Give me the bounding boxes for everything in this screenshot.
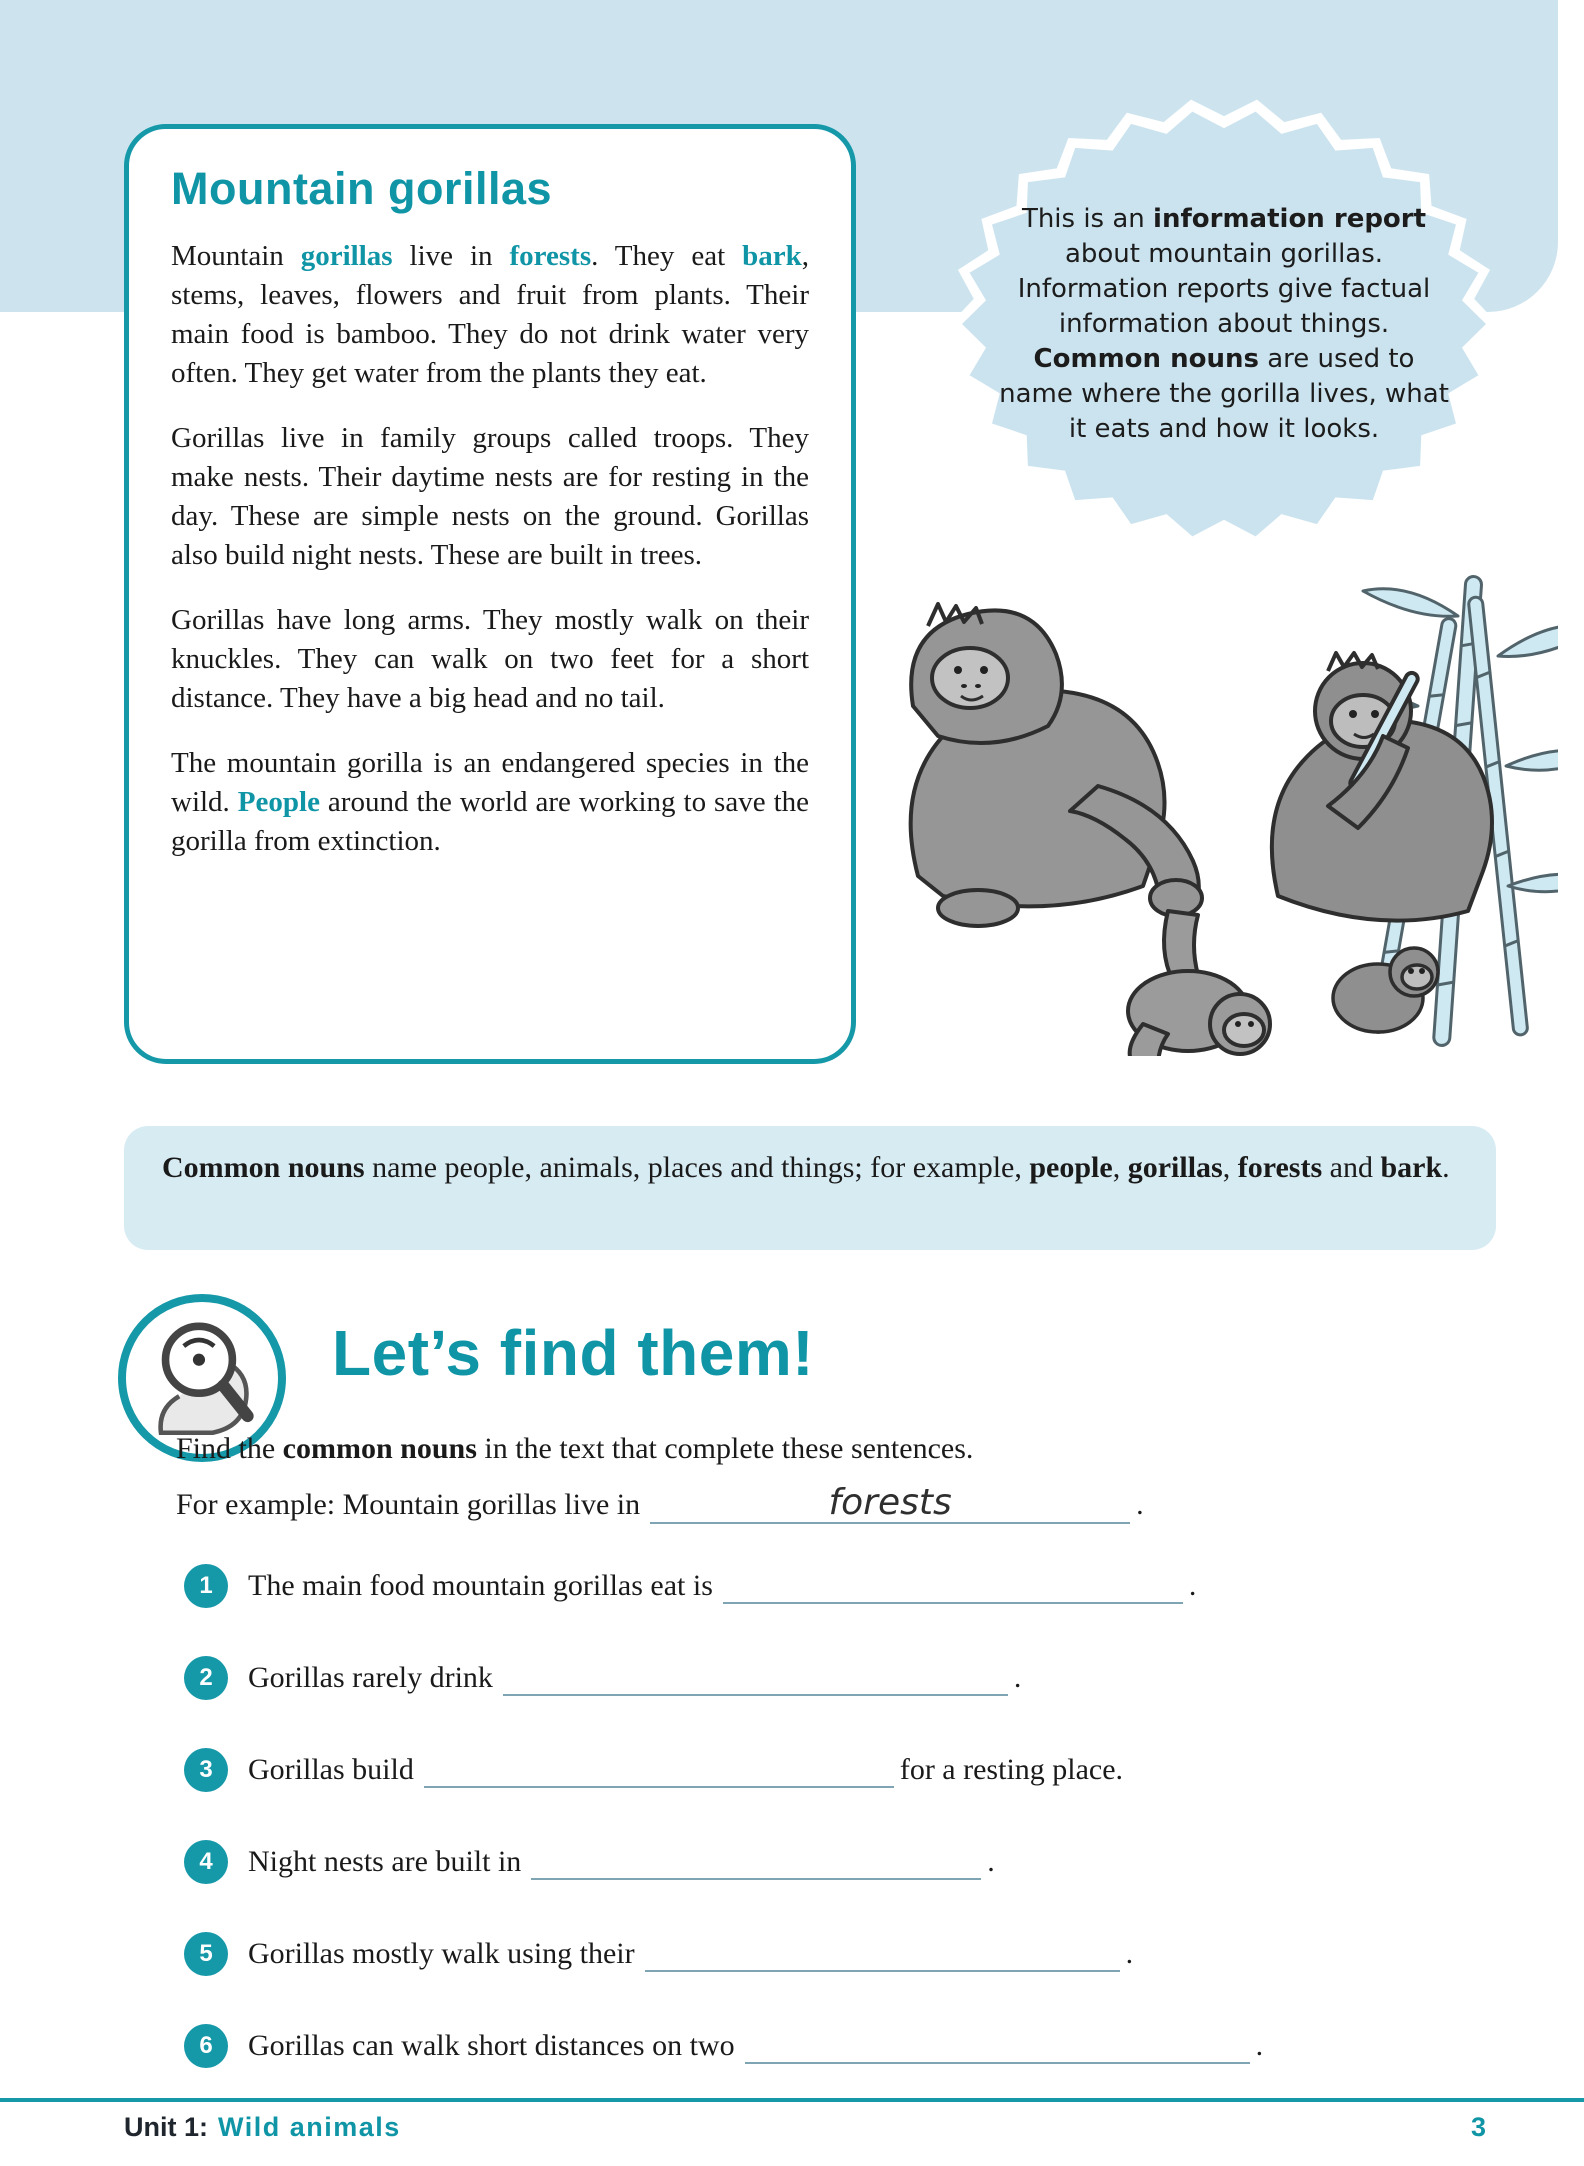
report-paragraph-4 (171, 744, 809, 861)
text-run: around the world are working to save the gorilla from extinction. (171, 786, 810, 857)
young-gorilla-hanging (1128, 911, 1270, 1056)
report-paragraph-2: Gorillas live in family groups called troops. They make nests. Their daytime nests are for resting in the day. These are simple nests on the ground. Gorillas also build night nests. These are built in trees. (171, 422, 809, 571)
question-text-after: . (1125, 1937, 1134, 1970)
answer-blank (503, 1661, 1008, 1696)
answer-blank (723, 1569, 1183, 1604)
question-text: Gorillas can walk short distances on two (248, 2029, 735, 2062)
text-run: . (1442, 1151, 1450, 1184)
report-title: Mountain gorillas (171, 163, 553, 214)
question-row (184, 1740, 1494, 1800)
keyword-people: People (237, 786, 320, 818)
question-row (184, 1648, 1494, 1708)
footer (124, 2112, 1486, 2143)
text-run: in the text that complete these sentences. (476, 1432, 974, 1465)
text-run: This is an (1021, 203, 1154, 234)
adult-gorilla-left (911, 604, 1202, 926)
question-number-badge: 2 (184, 1656, 228, 1700)
callout-example-forests: forests (1237, 1151, 1323, 1184)
text-run: The mountain gorilla is an endangered species in the wild. (171, 747, 809, 818)
activity-instructions (176, 1432, 973, 1466)
question-text: Gorillas build (248, 1753, 414, 1786)
callout-example-people: people (1029, 1151, 1113, 1184)
footer-unit-label (124, 2112, 401, 2143)
emphasis-common-nouns: common nouns (282, 1432, 477, 1465)
text-run: , (1222, 1151, 1238, 1184)
answer-blank (531, 1845, 981, 1880)
question-text: Night nests are built in (248, 1845, 522, 1878)
answer-blank (645, 1937, 1120, 1972)
question-text-after: . (1188, 1569, 1197, 1602)
report-box (124, 124, 856, 1064)
speech-bubble-text (996, 150, 1452, 498)
question-row (184, 2016, 1494, 2076)
text-run: , stems, leaves, flowers and fruit from plants. Their main food is bamboo. They do not drink water very often. They get water from the plants they eat. (171, 240, 809, 389)
emphasis-common-nouns: Common nouns (1033, 343, 1259, 374)
example-answer-line (650, 1482, 1130, 1524)
handwritten-answer: forests (828, 1482, 952, 1523)
question-text: The main food mountain gorillas eat is (248, 1569, 713, 1602)
example-sentence (176, 1482, 1144, 1524)
question-row (184, 1556, 1494, 1616)
text-run: name people, animals, places and things; for example, (364, 1151, 1030, 1184)
speech-bubble (948, 96, 1500, 552)
question-number-badge: 3 (184, 1748, 228, 1792)
text-run: and (1322, 1151, 1381, 1184)
question-number-badge: 5 (184, 1932, 228, 1976)
text-run: , (1112, 1151, 1128, 1184)
question-number-badge: 1 (184, 1564, 228, 1608)
emphasis-information-report: information report (1153, 203, 1427, 234)
report-paragraph-3: Gorillas have long arms. They mostly walk on their knuckles. They can walk on two feet for a short distance. They have a big head and no tail. (171, 604, 809, 714)
question-list (184, 1556, 1494, 2108)
question-text-after: . (987, 1845, 995, 1878)
unit-number: Unit 1: (124, 2112, 208, 2142)
report-paragraph-1 (171, 237, 809, 393)
keyword-forests: forests (509, 240, 592, 272)
text-run: about mountain gorillas. Information reports give factual information about things. (1017, 238, 1431, 339)
answer-blank (424, 1753, 894, 1788)
text-run: Find the (176, 1432, 283, 1465)
activity-heading: Let’s find them! (332, 1317, 815, 1389)
callout-term: Common nouns (162, 1151, 365, 1184)
question-text: Gorillas rarely drink (248, 1661, 493, 1694)
question-text: Gorillas mostly walk using their (248, 1937, 635, 1970)
page-number: 3 (1470, 2112, 1486, 2142)
keyword-gorillas: gorillas (300, 240, 393, 272)
text-run: . (1136, 1488, 1144, 1521)
question-text-after: . (1255, 2029, 1264, 2062)
question-row (184, 1832, 1494, 1892)
callout-example-bark: bark (1380, 1151, 1443, 1184)
question-text-after: for a resting place. (899, 1753, 1124, 1786)
gorilla-illustration (858, 556, 1558, 1056)
text-run: Mountain (171, 240, 301, 272)
text-run: are used to name where the gorilla lives, what it eats and how it looks. (999, 343, 1449, 444)
question-row (184, 1924, 1494, 1984)
text-run: . They eat (591, 240, 743, 272)
question-number-badge: 6 (184, 2024, 228, 2068)
footer-rule (0, 2098, 1584, 2102)
callout-example-gorillas: gorillas (1127, 1151, 1223, 1184)
unit-title: Wild animals (218, 2112, 401, 2142)
keyword-bark: bark (742, 240, 802, 272)
grammar-callout (124, 1126, 1496, 1250)
answer-blank (745, 2029, 1250, 2064)
question-text-after: . (1013, 1661, 1022, 1694)
question-number-badge: 4 (184, 1840, 228, 1884)
text-run: For example: Mountain gorillas live in (176, 1488, 641, 1521)
text-run: live in (392, 240, 510, 272)
